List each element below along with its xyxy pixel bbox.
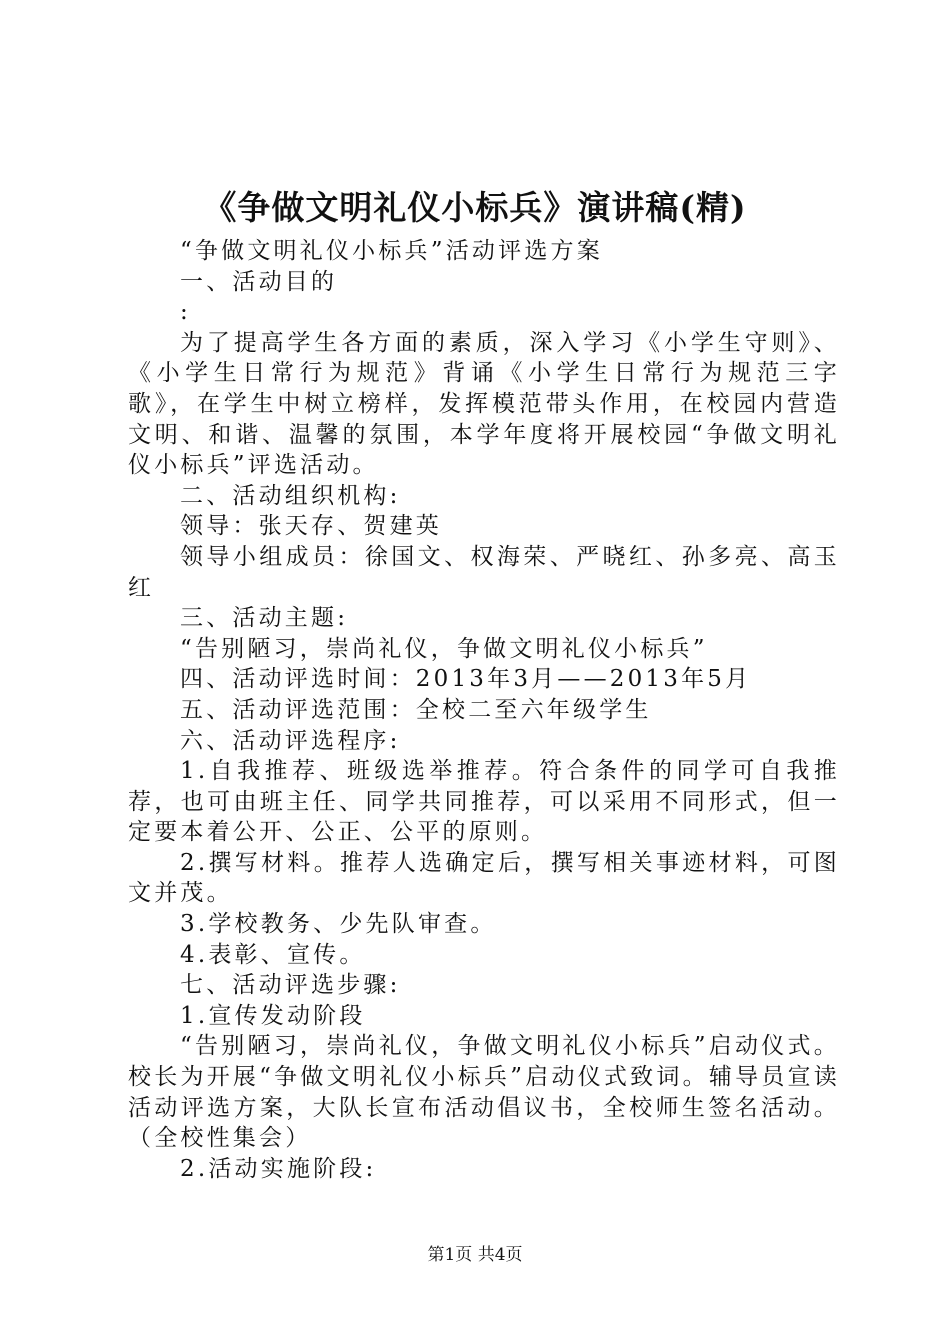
procedure-step-3: 3.学校教务、少先队审查。 [180,911,497,938]
leaders-line: 领导：张天存、贺建英 [180,513,442,540]
theme-line: “告别陋习，崇尚礼仪，争做文明礼仪小标兵” [180,635,708,662]
section-heading-scope: 五、活动评选范围：全校二至六年级学生 [180,696,652,723]
section-heading-organization: 二、活动组织机构: [180,482,401,509]
section-heading-steps: 七、活动评选步骤: [180,972,401,999]
page-number-footer: 第1页 共4页 [427,1245,523,1265]
leader-group-line: 领导小组成员：徐国文、权海荣、严晓红、孙多亮、高玉红 [128,543,840,601]
purpose-paragraph: 为了提高学生各方面的素质，深入学习《小学生守则》、《小学生日常行为规范》背诵《小学生日常行为规范三字歌》，在学生中树立榜样，发挥模范带头作用，在校园内营造文明、和谐、温馨的氛围，本学年度将开展校园“争做文明礼仪小标兵”评选活动。 [128,329,840,479]
document-title: 《争做文明礼仪小标兵》演讲稿(精) [203,188,747,227]
stage-2-heading: 2.活动实施阶段: [180,1155,377,1182]
stage-1-heading: 1.宣传发动阶段 [180,1002,366,1029]
procedure-step-4: 4.表彰、宣传。 [180,941,366,968]
colon-line: : [180,299,191,326]
section-heading-purpose: 一、活动目的 [180,268,338,295]
document-body [128,236,840,1184]
procedure-step-1: 1.自我推荐、班级选举推荐。符合条件的同学可自我推荐，也可由班主任、同学共同推荐，可以采用不同形式，但一定要本着公开、公正、公平的原则。 [128,758,840,846]
section-heading-procedure: 六、活动评选程序: [180,727,401,754]
plan-heading: “争做文明礼仪小标兵”活动评选方案 [180,238,603,264]
section-heading-theme: 三、活动主题: [180,605,349,632]
procedure-step-2: 2.撰写材料。推荐人选确定后，撰写相关事迹材料，可图文并茂。 [128,849,840,907]
stage-1-paragraph: “告别陋习，崇尚礼仪，争做文明礼仪小标兵”启动仪式。校长为开展“争做文明礼仪小标兵”启动仪式致词。辅导员宣读活动评选方案，大队长宣布活动倡议书，全校师生签名活动。（全校性集会） [128,1033,840,1152]
section-heading-time: 四、活动评选时间：2013年3月——2013年5月 [180,666,752,693]
